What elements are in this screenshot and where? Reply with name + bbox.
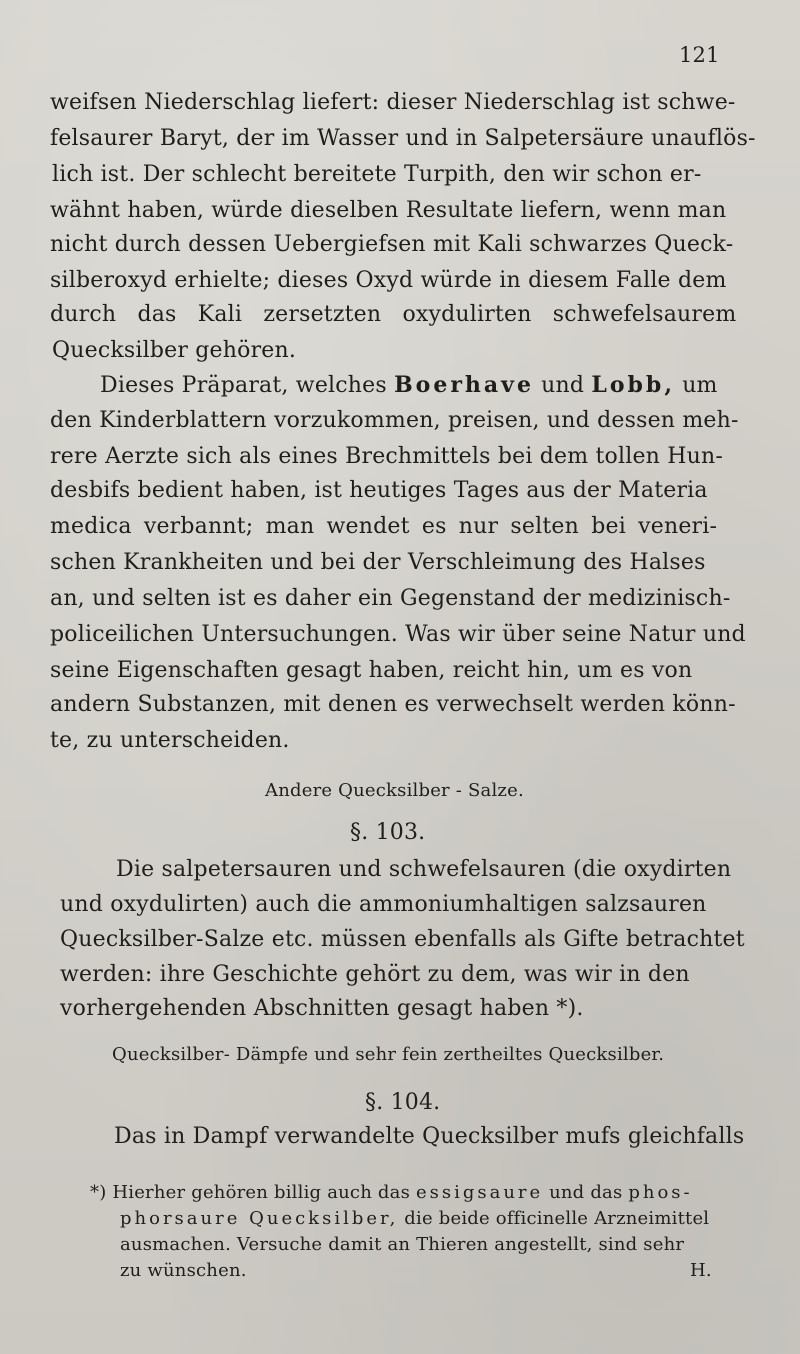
- text-line: durch das Kali zersetzten oxydulirten schwefelsaurem: [50, 302, 737, 327]
- text-line: wähnt haben, würde dieselben Resultate liefern, wenn man: [50, 198, 727, 223]
- text-line: Quecksilber-Salze etc. müssen ebenfalls als Gifte betrachtet: [60, 927, 745, 952]
- text-line: Das in Dampf verwandelte Quecksilber mufs gleichfalls: [114, 1124, 745, 1149]
- section-heading: Quecksilber- Dämpfe und sehr fein zertheiltes Quecksilber.: [112, 1044, 665, 1065]
- text-line: nicht durch dessen Uebergiefsen mit Kali schwarzes Queck-: [50, 232, 734, 257]
- text-line: seine Eigenschaften gesagt haben, reicht hin, um es von: [50, 658, 693, 683]
- text-line: weifsen Niederschlag liefert: dieser Niederschlag ist schwe-: [50, 90, 736, 115]
- text-line: lich ist. Der schlecht bereitete Turpith, den wir schon er-: [52, 162, 702, 187]
- text-line: policeilichen Untersuchungen. Was wir über seine Natur und: [50, 622, 746, 647]
- page-number: 121: [679, 43, 720, 67]
- footnote-line: [120, 1206, 709, 1232]
- text-line: Die salpetersauren und schwefelsauren (die oxydirten: [116, 857, 732, 882]
- text-segment: phos-: [628, 1182, 693, 1203]
- person-name: Boerhave: [394, 372, 534, 398]
- text-line: desbifs bedient haben, ist heutiges Tages aus der Materia: [50, 478, 708, 503]
- text-line: und oxydulirten) auch die ammoniumhaltigen salzsauren: [60, 892, 707, 917]
- section-heading: Andere Quecksilber - Salze.: [265, 780, 524, 801]
- text-line: silberoxyd erhielte; dieses Oxyd würde in diesem Falle dem: [50, 268, 727, 293]
- footnote-signature: H.: [690, 1260, 712, 1281]
- text-line: felsaurer Baryt, der im Wasser und in Salpetersäure unauflös-: [50, 126, 756, 151]
- text-segment: und das: [549, 1182, 623, 1203]
- text-line: medica verbannt; man wendet es nur selten bei veneri-: [50, 514, 718, 539]
- text-line: den Kinderblattern vorzukommen, preisen, und dessen meh-: [50, 408, 739, 433]
- text-line: werden: ihre Geschichte gehört zu dem, was wir in den: [60, 962, 690, 987]
- text-segment: die beide officinelle Arzneimittel: [404, 1208, 710, 1229]
- text-segment: *) Hierher gehören billig auch das: [90, 1182, 411, 1203]
- section-number: §. 103.: [350, 820, 426, 845]
- text-line: [100, 370, 718, 401]
- text-segment: essigsaure: [415, 1182, 544, 1203]
- text-line: vorhergehenden Abschnitten gesagt haben *).: [60, 996, 584, 1021]
- text-line: rere Aerzte sich als eines Brechmittels bei dem tollen Hun-: [50, 444, 724, 469]
- text-line: schen Krankheiten und bei der Verschleimung des Halses: [50, 550, 706, 575]
- text-line: te, zu unterscheiden.: [50, 728, 290, 753]
- text-line: Quecksilber gehören.: [52, 338, 297, 363]
- footnote-line: ausmachen. Versuche damit an Thieren angestellt, sind sehr: [120, 1234, 685, 1255]
- text-segment: phorsaure Quecksilber,: [120, 1208, 399, 1229]
- text-segment: und: [541, 373, 585, 398]
- footnote-line: zu wünschen.: [120, 1260, 247, 1281]
- text-line: andern Substanzen, mit denen es verwechselt werden könn-: [50, 692, 736, 717]
- footnote-line: [90, 1180, 693, 1206]
- text-segment: um: [682, 373, 718, 398]
- text-line: an, und selten ist es daher ein Gegenstand der medizinisch-: [50, 586, 731, 611]
- text-segment: Dieses Präparat, welches: [100, 373, 387, 398]
- section-number: §. 104.: [365, 1090, 441, 1115]
- person-name: Lobb,: [591, 372, 675, 398]
